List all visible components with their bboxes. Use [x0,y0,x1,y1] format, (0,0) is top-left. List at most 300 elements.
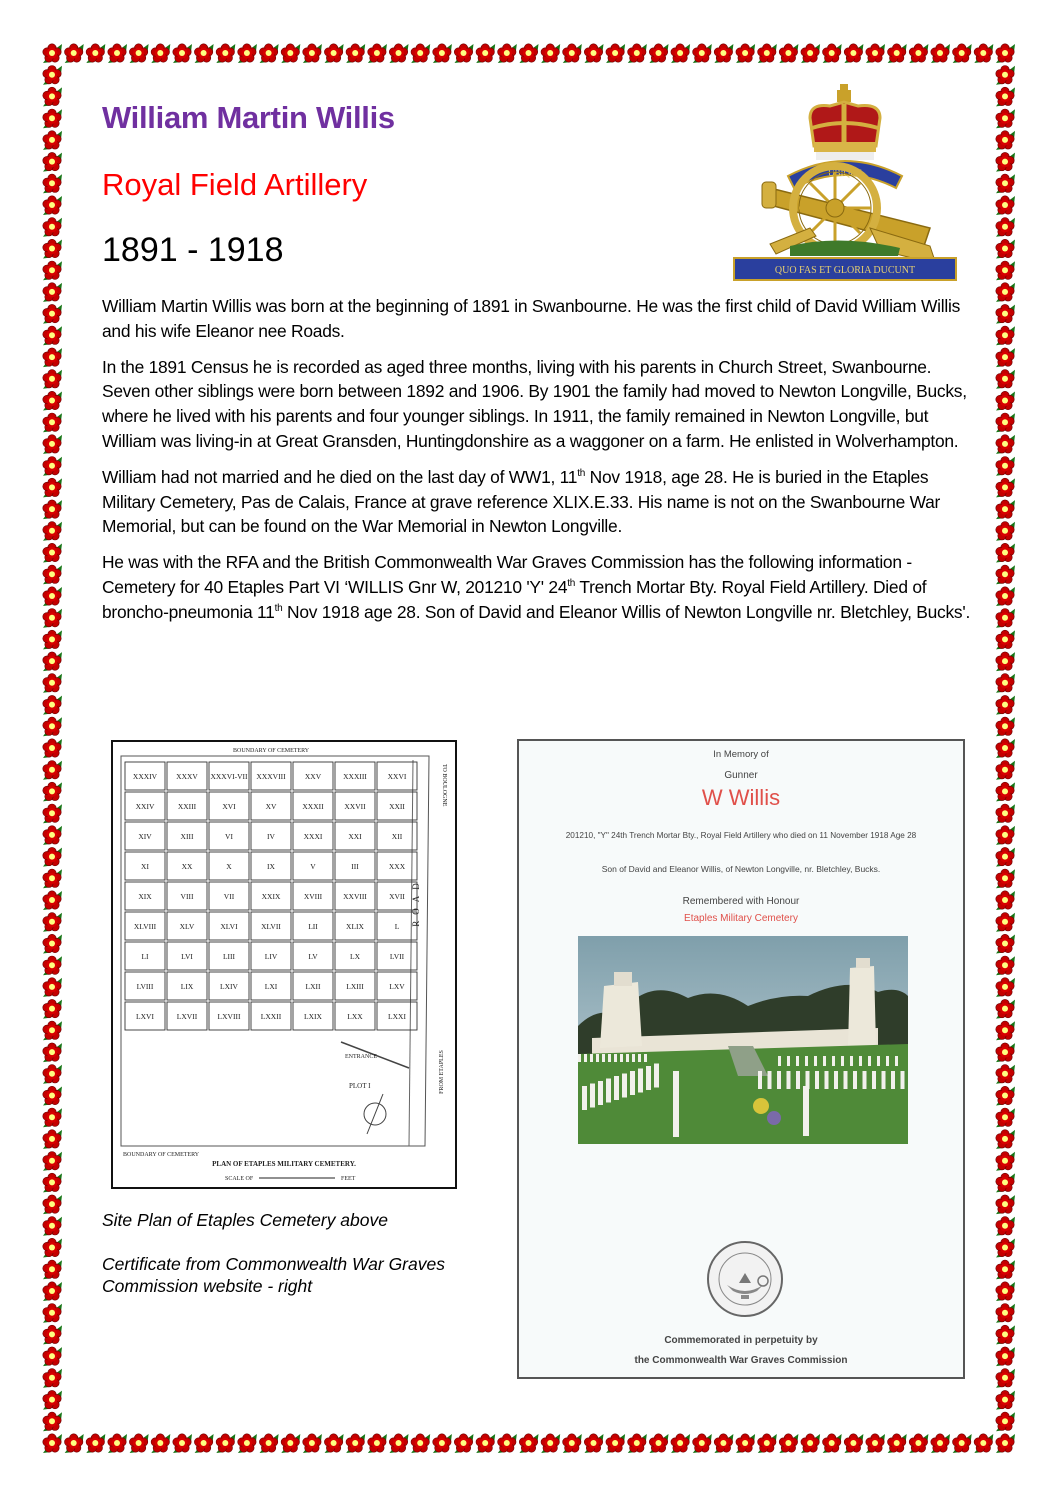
plot-label: XLIX [346,922,364,931]
royal-artillery-badge-icon [730,78,960,288]
headstone [598,1081,603,1105]
poppy-icon [996,500,1015,519]
road-label: ROAD [411,877,421,927]
headstone [859,1056,862,1066]
headstone [596,1054,599,1062]
headstone [614,1076,619,1100]
poppy-icon [43,999,62,1018]
poppy-icon [519,44,538,63]
site-plan-plot-labels [133,772,407,1021]
headstone [882,1071,886,1089]
poppy-icon [43,326,62,345]
poppy-icon [108,44,127,63]
plot-label: XLVI [220,922,238,931]
etaples-cemetery-photo [578,936,908,1144]
poppy-icon [541,1434,560,1453]
poppy-icon [194,44,213,63]
from-etaples-label: FROM ETAPLES [439,1050,445,1094]
poppy-icon [411,1434,430,1453]
plot-label: LIV [264,952,278,961]
poppy-icon [996,109,1015,128]
plot-label: IX [267,862,275,871]
poppy-icon [476,1434,495,1453]
paragraph-death-part2: Nov 1918, age 28. He is buried in the Etaples Military Cemetery, Pas de Calais, France at grave reference XLIX.E.33. His name is not on the Swanbourne War Memorial, but can be found on the War Memorial in Newton Longville. [102,466,941,537]
cemetery-site-plan [111,740,457,1189]
poppy-icon [43,891,62,910]
poppy-icon [43,978,62,997]
headstone [844,1071,848,1089]
headstone [614,1054,617,1062]
poppy-icon [108,1434,127,1453]
plot-label: XXIV [135,802,155,811]
poppy-icon [996,847,1015,866]
poppy-icon [43,1347,62,1366]
poppy-icon [996,1173,1015,1192]
headstone [863,1071,867,1089]
headstone [638,1054,641,1062]
poppy-icon [346,1434,365,1453]
poppy-icon [259,1434,278,1453]
poppy-icon [996,1282,1015,1301]
poppy-icon [43,1173,62,1192]
poppy-icon [996,1065,1015,1084]
cert-in-memory: In Memory of [713,749,769,760]
poppy-icon [628,1434,647,1453]
poppy-icon [996,261,1015,280]
headstone [850,1056,853,1066]
poppy-icon [43,239,62,258]
poppy-icon [43,66,62,85]
poppy-icon [129,44,148,63]
headstone [815,1071,819,1089]
plot-label: XIII [180,832,194,841]
plot-label: LXXII [260,1012,282,1021]
poppy-icon [43,1412,62,1431]
boundary-label: BOUNDARY OF CEMETERY [233,748,310,754]
poppy-icon [43,826,62,845]
poppy-icon [996,1086,1015,1105]
boundary-legend: BOUNDARY OF CEMETERY [123,1152,200,1158]
cwgc-certificate [517,739,965,1379]
poppy-icon [996,174,1015,193]
paragraph-cwgc-part2: Trench Mortar Bty. Royal Field Artillery. Died of broncho-pneumonia 11 [102,576,927,622]
poppy-icon [996,1347,1015,1366]
headstone [825,1071,829,1089]
headstone [626,1054,629,1062]
poppy-icon [43,391,62,410]
poppy-icon [43,1238,62,1257]
poppy-icon [953,44,972,63]
certificate-caption-line1: Certificate from Commonwealth War Graves [102,1254,445,1274]
paragraph-death [102,465,982,539]
poppy-icon [43,1217,62,1236]
headstone [578,1054,581,1062]
poppy-icon [43,174,62,193]
poppy-icon [43,218,62,237]
poppy-icon [43,695,62,714]
poppy-icon [454,1434,473,1453]
headstone [891,1071,895,1089]
plot-label: LXIII [346,982,364,991]
headstone [768,1071,772,1089]
poppy-icon [996,717,1015,736]
poppy-icon [43,565,62,584]
site-plan-title: PLAN OF ETAPLES MILITARY CEMETERY. [212,1160,356,1168]
headstone [778,1056,781,1066]
poppy-icon [216,1434,235,1453]
poppy-icon [996,218,1015,237]
poppy-icon [996,326,1015,345]
plot-label: XVIII [303,892,323,901]
poppy-icon [65,44,84,63]
poppy-icon [649,44,668,63]
headstone [868,1056,871,1066]
cert-rank: Gunner [724,770,758,781]
plot-label: LXIV [220,982,238,991]
ordinal-suffix: th [274,602,283,614]
cert-service-details: 201210, "Y" 24th Trench Mortar Bty., Royal Field Artillery who died on 11 November 1918 Age 28 [565,831,917,840]
poppy-icon [43,304,62,323]
poppy-icon [996,1434,1015,1453]
headstone [787,1071,791,1089]
poppy-icon [43,261,62,280]
poppy-icon [43,522,62,541]
poppy-icon [866,1434,885,1453]
plot-label: X [226,862,232,871]
poppy-icon [996,152,1015,171]
poppy-icon [996,543,1015,562]
plot-label: XXXI [303,832,323,841]
poppy-icon [173,1434,192,1453]
poppy-icon [389,44,408,63]
site-plan-drawing [113,742,455,1187]
poppy-icon [996,761,1015,780]
poppy-icon [43,761,62,780]
headstone [630,1071,635,1095]
plot-label: VI [225,832,233,841]
poppy-icon [368,1434,387,1453]
poppy-icon [996,283,1015,302]
headstone [796,1056,799,1066]
plot-label: XIV [138,832,152,841]
poppy-icon [43,1282,62,1301]
poppy-icon [758,44,777,63]
poppy-icon [996,1130,1015,1149]
poppy-icon [151,1434,170,1453]
plot-label: XXXVI-VII [210,772,248,781]
poppy-icon [996,630,1015,649]
poppy-icon [996,739,1015,758]
poppy-icon [43,196,62,215]
poppy-icon [43,1369,62,1388]
poppy-icon [996,478,1015,497]
poppy-icon [43,869,62,888]
plot-label: XXXVIII [256,772,286,781]
poppy-icon [996,66,1015,85]
poppy-icon [606,1434,625,1453]
poppy-icon [996,587,1015,606]
poppy-icon [129,1434,148,1453]
poppy-icon [909,1434,928,1453]
poppy-icon [43,847,62,866]
poppy-icon [43,87,62,106]
plot-label: XIX [138,892,152,901]
cert-footer-line1: Commemorated in perpetuity by [664,1335,818,1346]
headstone [877,1056,880,1066]
poppy-icon [584,1434,603,1453]
headstone [620,1054,623,1062]
poppy-icon [411,44,430,63]
plot-label: XI [141,862,149,871]
poppy-icon [996,913,1015,932]
poppy-icon [324,44,343,63]
poppy-icon [996,652,1015,671]
poppy-icon [151,44,170,63]
poppy-icon [43,1434,62,1453]
poppy-icon [996,44,1015,63]
plot-label: XV [265,802,277,811]
plot-label: LVII [389,952,405,961]
plot-label: XLV [179,922,195,931]
plot-label: XVI [222,802,236,811]
poppy-icon [649,1434,668,1453]
scale-label: SCALE OF [225,1176,254,1182]
headstone [608,1054,611,1062]
poppy-icon [996,695,1015,714]
plot-label: LXIX [304,1012,322,1021]
poppy-icon [844,1434,863,1453]
scale-unit: FEET [341,1176,356,1182]
plot-label: LV [308,952,318,961]
poppy-icon [43,609,62,628]
poppy-icon [43,1304,62,1323]
poppy-icon [996,239,1015,258]
poppy-icon [563,1434,582,1453]
ordinal-suffix: th [567,577,576,589]
headstone [673,1071,679,1137]
headstone [582,1086,587,1110]
plot-label: XVII [389,892,405,901]
poppy-icon [43,348,62,367]
poppy-icon [43,478,62,497]
headstone [758,1071,762,1089]
poppy-icon [996,782,1015,801]
plot-label: V [310,862,316,871]
plot-label: VIII [180,892,194,901]
headstone [590,1084,595,1108]
plot-label: LXVII [176,1012,198,1021]
plot-label: IV [267,832,275,841]
poppy-icon [866,44,885,63]
plot-label: LIII [222,952,236,961]
poppy-icon [996,869,1015,888]
biography [102,294,982,636]
cwgc-seal-icon [705,1239,785,1319]
poppy-icon [43,782,62,801]
plot-label: XXXII [302,802,324,811]
poppy-icon [931,1434,950,1453]
paragraph-cwgc-part3: Nov 1918 age 28. Son of David and Eleanor Willis of Newton Longville nr. Bletchley, Bucks'. [282,601,971,622]
poppy-icon [43,1086,62,1105]
poppy-icon [953,1434,972,1453]
poppy-icon [996,87,1015,106]
plot-label: XX [181,862,193,871]
plot-label: XXIX [261,892,281,901]
poppy-icon [996,1260,1015,1279]
plot-label: LII [308,922,318,931]
poppy-icon [43,283,62,302]
plot-label: XLVII [261,922,281,931]
life-years: 1891 - 1918 [102,231,284,269]
poppy-icon [714,44,733,63]
poppy-icon [281,1434,300,1453]
paragraph-birth: William Martin Willis was born at the beginning of 1891 in Swanbourne. He was the first child of David William Willis and his wife Eleanor nee Roads. [102,296,961,341]
headstone [834,1071,838,1089]
entrance-label: ENTRANCE [345,1054,377,1060]
poppy-icon [584,44,603,63]
poppy-icon [86,44,105,63]
poppy-icon [43,500,62,519]
poppy-icon [563,44,582,63]
poppy-icon [996,1108,1015,1127]
poppy-icon [498,1434,517,1453]
poppy-icon [844,44,863,63]
poppy-icon [519,1434,538,1453]
poppy-icon [43,652,62,671]
badge-motto-top: UBIQUE [828,168,862,178]
plot-label: XXIII [177,802,197,811]
page-title: William Martin Willis [102,100,395,135]
headstone [901,1071,905,1089]
poppy-icon [43,1325,62,1344]
poppy-icon [996,565,1015,584]
poppy-icon [476,44,495,63]
poppy-icon [671,1434,690,1453]
headstone [654,1064,659,1088]
poppy-icon [43,934,62,953]
plot-label: III [351,862,359,871]
poppy-icon [43,1152,62,1171]
poppy-icon [996,1021,1015,1040]
poppy-icon [303,1434,322,1453]
poppy-icon [43,152,62,171]
poppy-icon [974,1434,993,1453]
headstone [777,1071,781,1089]
poppy-icon [996,609,1015,628]
poppy-icon [65,1434,84,1453]
poppy-icon [541,44,560,63]
plot-label: XXV [304,772,322,781]
poppy-icon [996,413,1015,432]
poppy-icon [43,717,62,736]
paragraph-cwgc [102,550,982,624]
cert-footer-line2: the Commonwealth War Graves Commission [634,1355,848,1366]
poppy-icon [996,891,1015,910]
site-plan-caption: Site Plan of Etaples Cemetery above [102,1210,388,1230]
regiment-subtitle: Royal Field Artillery [102,167,368,202]
poppy-icon [909,44,928,63]
poppy-icon [43,543,62,562]
headstone [872,1071,876,1089]
poppy-icon [996,1369,1015,1388]
poppy-icon [173,44,192,63]
poppy-icon [303,44,322,63]
paragraph-census: In the 1891 Census he is recorded as aged three months, living with his parents in Church Street, Swanbourne. Seven other siblings were born between 1892 and 1906. By 1901 the family had moved to Newton Longville, Bucks, where he lived with his parents and four younger siblings. In 1911, the family remained in Newton Longville, but William was living-in at Great Gransden, Huntingdonshire as a waggoner on a farm. He enlisted in Wolverhampton. [102,356,967,451]
poppy-icon [671,44,690,63]
certificate-caption-line2: Commission website - right [102,1276,313,1296]
poppy-icon [43,1130,62,1149]
plot-label: XXX [388,862,406,871]
plot-label: LI [141,952,149,961]
paragraph-cwgc-part1: He was with the RFA and the British Commonwealth War Graves Commission has the following information - Cemetery for 40 Etaples Part VI ‘WILLIS Gnr W, 201210 'Y' 24 [102,552,912,597]
poppy-icon [714,1434,733,1453]
cert-family: Son of David and Eleanor Willis, of Newton Longville, nr. Bletchley, Bucks. [601,864,881,874]
poppy-icon [736,44,755,63]
headstone [632,1054,635,1062]
plot-label: XXVI [387,772,407,781]
poppy-icon [43,1043,62,1062]
poppy-icon [996,674,1015,693]
poppy-icon [996,934,1015,953]
poppy-icon [996,522,1015,541]
plot-label: LXVIII [217,1012,241,1021]
headstone [853,1071,857,1089]
poppy-icon [43,804,62,823]
paragraph-death-part1: William had not married and he died on the last day of WW1, 11 [102,466,578,487]
headstone [644,1054,647,1062]
poppy-icon [346,44,365,63]
poppy-icon [693,1434,712,1453]
plot-label: XXI [348,832,362,841]
headstone [832,1056,835,1066]
poppy-icon [801,44,820,63]
poppy-icon [996,1152,1015,1171]
headstone [796,1071,800,1089]
poppy-icon [259,44,278,63]
poppy-icon [43,739,62,758]
poppy-icon [238,44,257,63]
headstone [638,1069,643,1093]
plot-label: XXXIII [343,772,367,781]
poppy-icon [433,44,452,63]
poppy-icon [43,630,62,649]
poppy-icon [996,391,1015,410]
poppy-icon [996,457,1015,476]
headstone [787,1056,790,1066]
headstone [606,1079,611,1103]
poppy-icon [779,1434,798,1453]
poppy-icon [736,1434,755,1453]
poppy-icon [368,44,387,63]
poppy-icon [974,44,993,63]
poppy-icon [606,44,625,63]
poppy-icon [996,956,1015,975]
plot-label: PLOT I [349,1082,371,1090]
poppy-icon [888,1434,907,1453]
poppy-icon [43,370,62,389]
poppy-icon [996,1238,1015,1257]
poppy-icon [389,1434,408,1453]
poppy-icon [888,44,907,63]
poppy-icon [498,44,517,63]
crown-icon [810,84,880,160]
poppy-icon [238,1434,257,1453]
poppy-icon [996,304,1015,323]
plot-label: LXI [264,982,278,991]
poppy-icon [43,109,62,128]
poppy-icon [996,370,1015,389]
headstone [646,1066,651,1090]
